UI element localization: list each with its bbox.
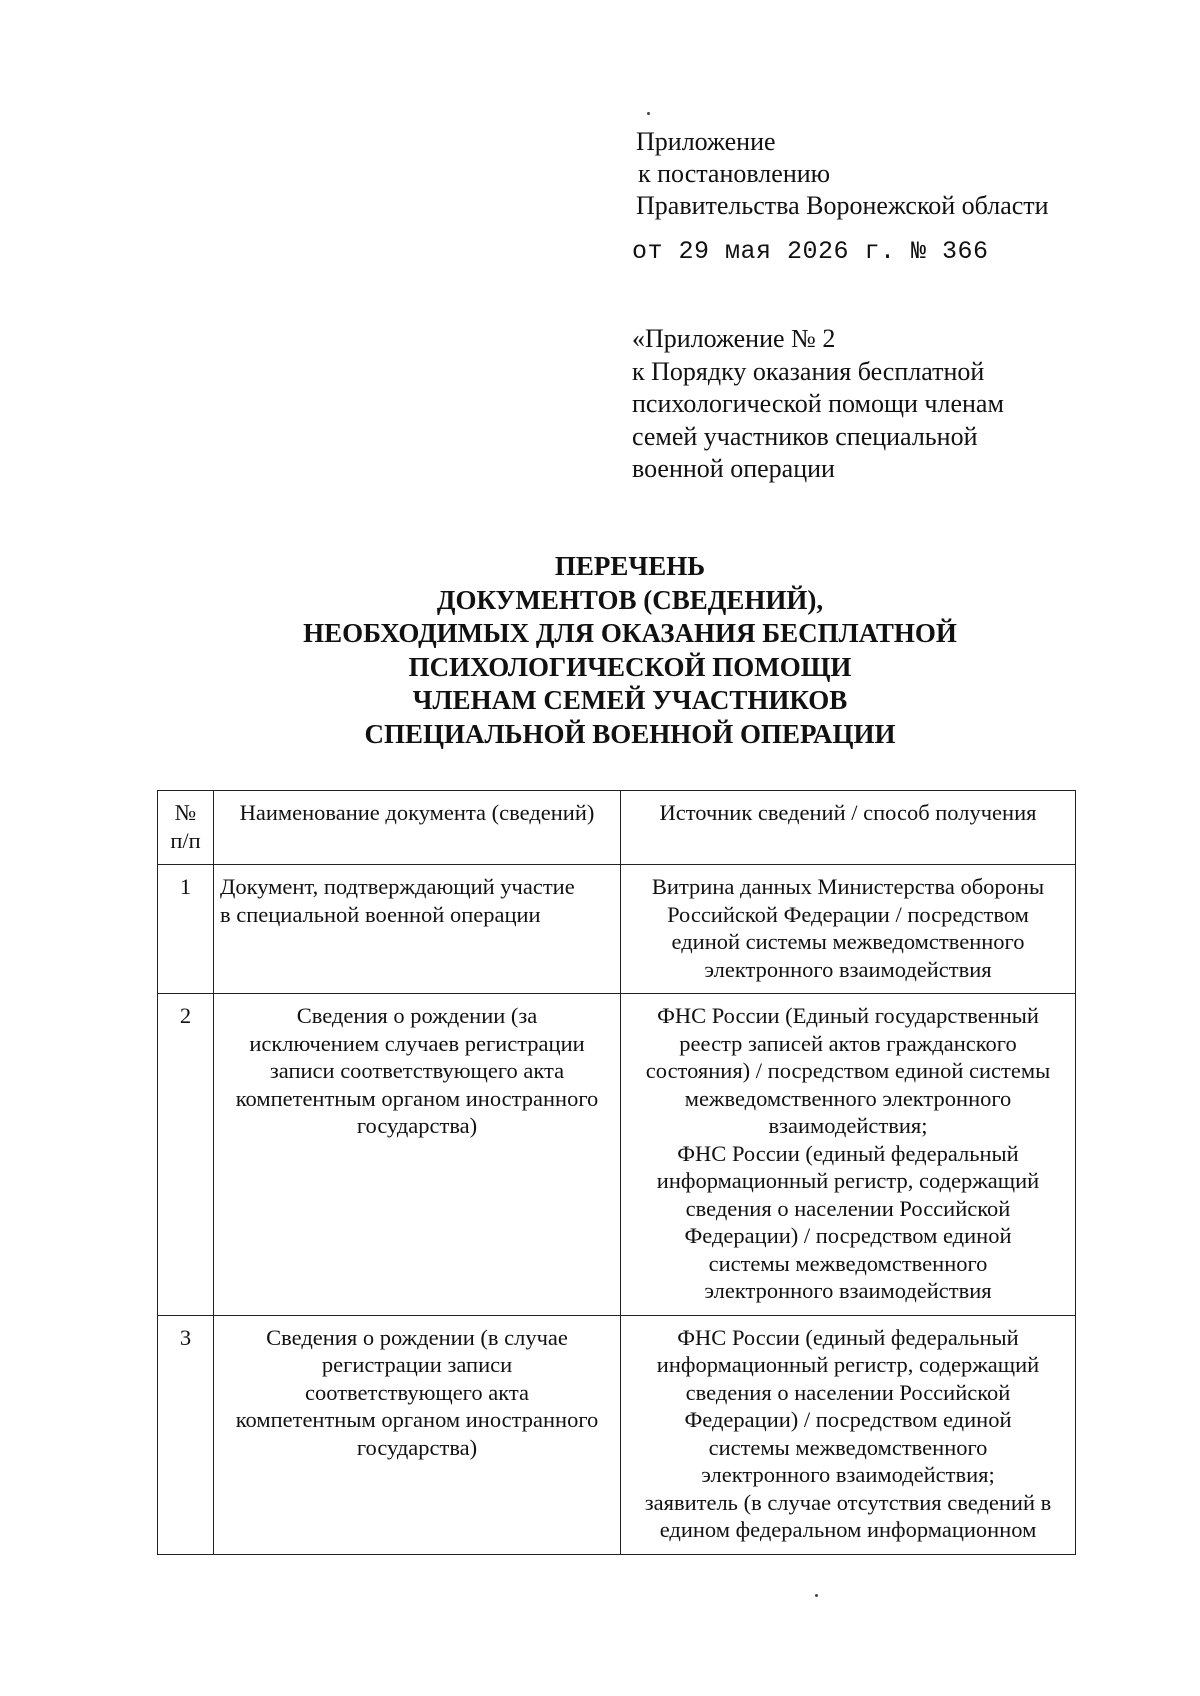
annex-label: Приложение: [636, 127, 776, 156]
cell-line: регистрации записи: [321, 1352, 513, 1377]
annex2-line-2: к Порядку оказания бесплатной: [632, 356, 985, 386]
cell-line: Документ, подтверждающий участие: [220, 874, 575, 899]
cell-line: сведения о населении Российской: [685, 1379, 1011, 1405]
annex-decree-ref: к постановлению: [638, 159, 831, 188]
cell-line: единой системы межведомственного: [671, 929, 1025, 954]
table-row: [158, 865, 1076, 994]
title-line: ПСИХОЛОГИЧЕСКОЙ ПОМОЩИ: [408, 651, 852, 682]
annex-date: от 29 мая 2026 г. № 366: [632, 237, 989, 266]
table-header-row: [158, 791, 1076, 865]
cell-line: ФНС России (единый федеральный: [677, 1140, 1019, 1166]
annex-header: [636, 126, 1049, 222]
annex-government: Правительства Воронежской области: [636, 191, 1049, 220]
title-line: НЕОБХОДИМЫХ ДЛЯ ОКАЗАНИЯ БЕСПЛАТНОЙ: [303, 618, 957, 648]
cell-line: системы межведомственного: [708, 1434, 988, 1460]
annex2-line-3: психологической помощи членам: [632, 389, 1004, 418]
cell-line: электронного взаимодействия: [704, 956, 992, 982]
cell-line: государства): [356, 1113, 478, 1138]
cell-line: информационный регистр, содержащий: [656, 1168, 1040, 1193]
row-source: [621, 994, 1076, 1316]
row-document-name: [214, 1315, 621, 1554]
cell-line: межведомственного электронного: [684, 1085, 1012, 1111]
document-title: [0, 550, 1200, 751]
cell-line: ФНС России (единый федеральный: [677, 1324, 1019, 1350]
cell-line: едином федеральном информационном: [659, 1517, 1037, 1542]
cell-line: Российской Федерации / посредством: [667, 901, 1029, 927]
cell-line: Сведения о рождении (в случае: [266, 1324, 568, 1350]
cell-line: заявитель (в случае отсутствия сведений в: [644, 1489, 1052, 1515]
header-number-sign: №: [174, 800, 197, 825]
cell-line: ФНС России (Единый государственный: [657, 1003, 1039, 1028]
title-line: СПЕЦИАЛЬНОЙ ВОЕННОЙ ОПЕРАЦИИ: [364, 718, 896, 749]
cell-line: электронного взаимодействия;: [701, 1462, 995, 1487]
documents-table: [157, 790, 1076, 1555]
row-number: 3: [158, 1315, 214, 1554]
cell-line: компетентным органом иностранного: [235, 1085, 599, 1111]
header-source: Источник сведений / способ получения: [621, 791, 1076, 865]
scan-speck: [647, 112, 650, 115]
cell-line: электронного взаимодействия: [704, 1278, 992, 1303]
cell-line: Витрина данных Министерства обороны: [651, 874, 1045, 899]
row-document-name: [214, 994, 621, 1316]
header-number: [158, 791, 214, 865]
title-line: ЧЛЕНАМ СЕМЕЙ УЧАСТНИКОВ: [412, 685, 848, 715]
row-source: [621, 1315, 1076, 1554]
header-document-name: Наименование документа (сведений): [214, 791, 621, 865]
row-document-name: [214, 865, 621, 994]
cell-line: соответствующего акта: [305, 1379, 529, 1405]
cell-line: взаимодействия;: [768, 1113, 928, 1138]
cell-line: Сведения о рождении (за: [296, 1003, 538, 1028]
cell-line: исключением случаев регистрации: [249, 1030, 585, 1056]
row-source: [621, 865, 1076, 994]
row-number: 2: [158, 994, 214, 1316]
row-number: 1: [158, 865, 214, 994]
cell-line: государства): [356, 1434, 478, 1460]
annex2-line-4: семей участников специальной: [632, 421, 978, 451]
table-row: [158, 994, 1076, 1316]
annex2-line-5: военной операции: [632, 454, 835, 483]
cell-line: компетентным органом иностранного: [235, 1407, 599, 1432]
annex2-header: [632, 323, 1004, 486]
table-row: [158, 1315, 1076, 1554]
cell-line: записи соответствующего акта: [269, 1058, 565, 1083]
cell-line: Федерации) / посредством единой: [684, 1223, 1012, 1248]
annex2-line-1: «Приложение № 2: [632, 324, 836, 353]
cell-line: сведения о населении Российской: [685, 1195, 1011, 1221]
cell-line: Федерации) / посредством единой: [684, 1407, 1012, 1432]
cell-line: информационный регистр, содержащий: [656, 1352, 1040, 1377]
title-line: ДОКУМЕНТОВ (СВЕДЕНИЙ),: [436, 584, 824, 615]
title-line: ПЕРЕЧЕНЬ: [554, 551, 706, 581]
cell-line: в специальной военной операции: [220, 901, 541, 927]
cell-line: системы межведомственного: [708, 1250, 988, 1276]
cell-line: состояния) / посредством единой системы: [645, 1058, 1051, 1083]
scan-speck: [815, 1594, 818, 1597]
header-number-abbr: п/п: [170, 827, 201, 853]
cell-line: реестр записей актов гражданского: [679, 1030, 1017, 1056]
